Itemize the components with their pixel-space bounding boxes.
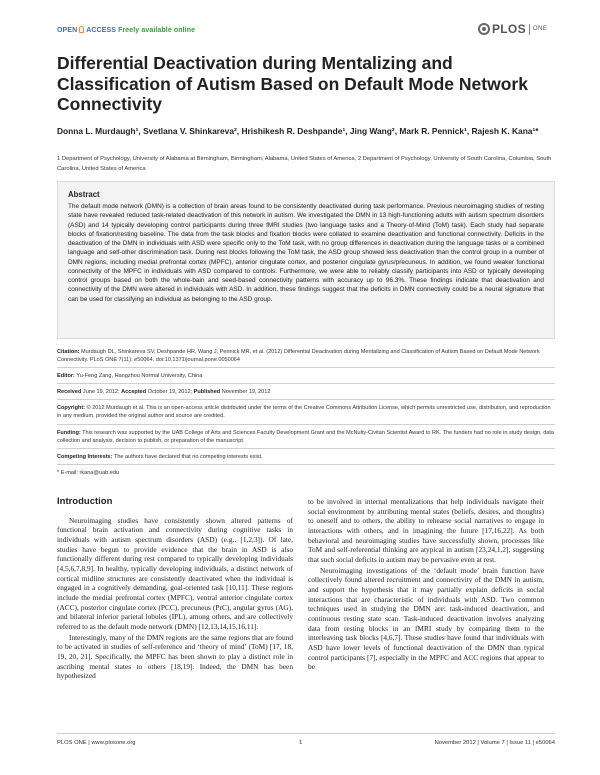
editor-row [57,372,555,380]
competing-text: The authors have declared that no competing interests exist. [113,453,263,460]
citation-label: Citation: [57,349,80,355]
footer-issue: November 2012 | Volume 7 | Issue 11 | e50064 [434,740,555,746]
copyright-row [57,404,555,420]
accepted-date: October 19, 2012; [147,389,193,396]
abstract-box [57,181,555,339]
competing-interests-row [57,453,555,461]
meta-divider [57,399,555,400]
open-access-banner [57,26,195,34]
affiliations: 1 Department of Psychology, University of Alabama at Birmingham, Birmingham, Alabama, United States of America, 2 Department of Psychology, University of South Carolina, Columbia, South Carolina, United States of America [57,156,552,172]
logo-one-text: ONE [532,26,548,32]
editor-label: Editor: [57,373,75,380]
body-paragraph: Interestingly, many of the DMN regions are the same regions that are found to be activated in studies of self-reference and ‘theory of mind’ (ToM) [17, 18, 19, 20, 21]. Specifically, the MPFC has been shown to play a distinct role in ascribing mental states to others [18,19]. Indeed, the DMN has been hypothesized [57,632,293,681]
funding-row [57,429,555,445]
meta-divider [57,448,555,449]
plos-logo-icon [478,23,490,35]
meta-divider [57,464,555,465]
copyright-text: © 2012 Murdaugh et al. This is an open-access article distributed under the terms of the Creative Commons Attribution License, which permits unrestricted use, distribution, and reproduction in any medium, provided the original author and source are credited. [57,405,551,420]
article-metadata [57,348,555,480]
body-paragraph: Neuroimaging studies have consistently shown altered patterns of functional brain activation and connectivity during cognitive tasks in individuals with autism spectrum disorders (ASD) (e.g., [1,2,3]). Of late, studies have begun to provide evidence that the brain in ASD is also functionally different during rest compared to typically developing individuals [4,5,6,7,8,9]. In healthy, typically developing individuals, a distinct network of cortical midline structures are consistently deactivated when the individual is engaged in a cognitively demanding, goal-oriented task [10,11]. These regions include the medial prefrontal cortex (MPFC), ventral anterior cingulate cortex (ACC), posterior cingulate cortex (PCC), precuneus (PrC), angular gyrus (AG), and bilateral inferior parietal lobules (IPL), among others, and are collectively referred to as the default mode network (DMN) [12,13,14,15,16,11]. [57,515,293,631]
body-column-left [57,497,293,681]
abstract-text: The default mode network (DMN) is a collection of brain areas found to be consistently deactivated during task performance. Previous neuroimaging studies of resting state have revealed reduced task-related deactivation of this network in autism. We investigated the DMN in 13 high-functioning adults with autism spectrum disorders (ASD) and 14 typically developing control participants during three fMRI studies (two language tasks and a Theory-of-Mind (ToM) task). Each study had separate blocks of fixation/resting baseline. The data from the task blocks and fixation blocks were collated to examine deactivation and functional connectivity. Deficits in the deactivation of the DMN in individuals with ASD were specific only to the ToM task, with no group differences in deactivation during the language tasks or a combined language and self-other discrimination task. During rest blocks following the ToM task, the ASD group showed less deactivation than the control group in a number of DMN regions, including medial prefrontal cortex (MPFC), anterior cingulate cortex, and posterior cingulate gyrus/precuneus. In addition, we found weaker functional connectivity of the MPFC in individuals with ASD compared to controls. Furthermore, we were able to reliably classify participants into ASD or typically developing control groups based on both the whole-bain and seed-based connectivity patterns with accuracy up to 96.3%. These findings indicate that deactivation and connectivity of the DMN were altered in individuals with ASD. In addition, these findings suggest that the deficits in DMN connectivity could be a neural signature that can be used for classifying an individual as belonging to the ASD group. [68,203,544,303]
page-footer [57,740,555,750]
meta-divider [57,424,555,425]
logo-divider [529,24,530,35]
article-title: Differential Deactivation during Mentalizing and Classification of Autism Based on Default Mode Network Connectivity [57,53,528,114]
author-list: Donna L. Murdaugh¹, Svetlana V. Shinkareva², Hrishikesh R. Deshpande¹, Jing Wang², Mark R. Pennick¹, Rajesh K. Kana¹* [57,126,539,136]
logo-plos-text: PLOS [492,22,526,36]
funding-label: Funding: [57,429,81,436]
accepted-label: Accepted [121,389,147,396]
received-date: June 19, 2012; [82,389,120,396]
meta-divider [57,367,555,368]
competing-label: Competing Interests: [57,453,113,460]
body-paragraph: to be involved in internal mentalizations that help individuals navigate their social environment by attributing mental states (beliefs, desires, and thoughts) to oneself and to others, the ability to rehearse social narratives to engage in interactions with others, and in imagining the future [17,16,22]. As both behavioral and neuroimaging studies have successfully shown, processes like ToM and self-referential thinking are atypical in autism [23,24,1,2], suggesting that such social deficits in autism may be pervasive even at rest. [308,497,544,564]
footer-divider [57,733,555,734]
access-label: ACCESS [86,27,117,34]
funding-text: This research was supported by the UAB College of Arts and Sciences Faculty Development Grant and the McNulty-Civitan Scientist Award to RK. The funders had no role in study design, data collection and analysis, decision to publish, or preparation of the manuscript. [57,429,555,444]
citation-text: Murdaugh DL, Shinkareva SV, Deshpande HR, Wang J, Pennick MR, et al. (2012) Differential Deactivation during Mentalizing and Classification of Autism Based on Default Mode Network Connectivity. PLoS ONE 7(11): e50064. doi:10.1371/journal.pone.0050064 [57,349,540,364]
footer-journal: PLOS ONE | www.plosone.org [57,740,136,746]
freely-available-label: Freely available online [118,27,196,34]
email-row [57,469,555,477]
plos-one-logo [478,21,547,37]
received-label: Received [57,389,82,396]
introduction-heading: Introduction [57,496,113,507]
dates-row [57,388,555,396]
corresponding-email: * E-mail: rkana@uab.edu [57,469,120,476]
copyright-label: Copyright: [57,405,86,412]
published-date: November 19, 2012 [221,389,271,396]
body-column-right [308,497,544,672]
meta-divider [57,383,555,384]
abstract-heading: Abstract [68,190,100,199]
open-access-lock-icon [79,26,84,33]
open-label: OPEN [57,27,78,34]
citation-row [57,348,555,364]
page-number: 1 [299,740,303,746]
published-label: Published [193,389,221,396]
editor-text: Yu-Feng Zang, Hangzhou Normal University, China [76,373,203,380]
body-paragraph: Neuroimaging investigations of the ‘default mode’ brain function have collectively found altered recruitment and connectivity of the DMN in autism, and support the hypothesis that it may partially explain deficits in social interactions that are characteristic of individuals with ASD. Two common techniques used in studying the DMN are: task-induced deactivation, and continuous resting state scan. Task-induced deactivation involves analyzing data from resting blocks in an fMRI study by comparing them to the interleaving task blocks [4,6,7]. These studies have found that individuals with ASD have lower levels of functional deactivation of the DMN than typical control participants [7], especially in the MPFC and ACC regions that appear to be [308,565,544,672]
